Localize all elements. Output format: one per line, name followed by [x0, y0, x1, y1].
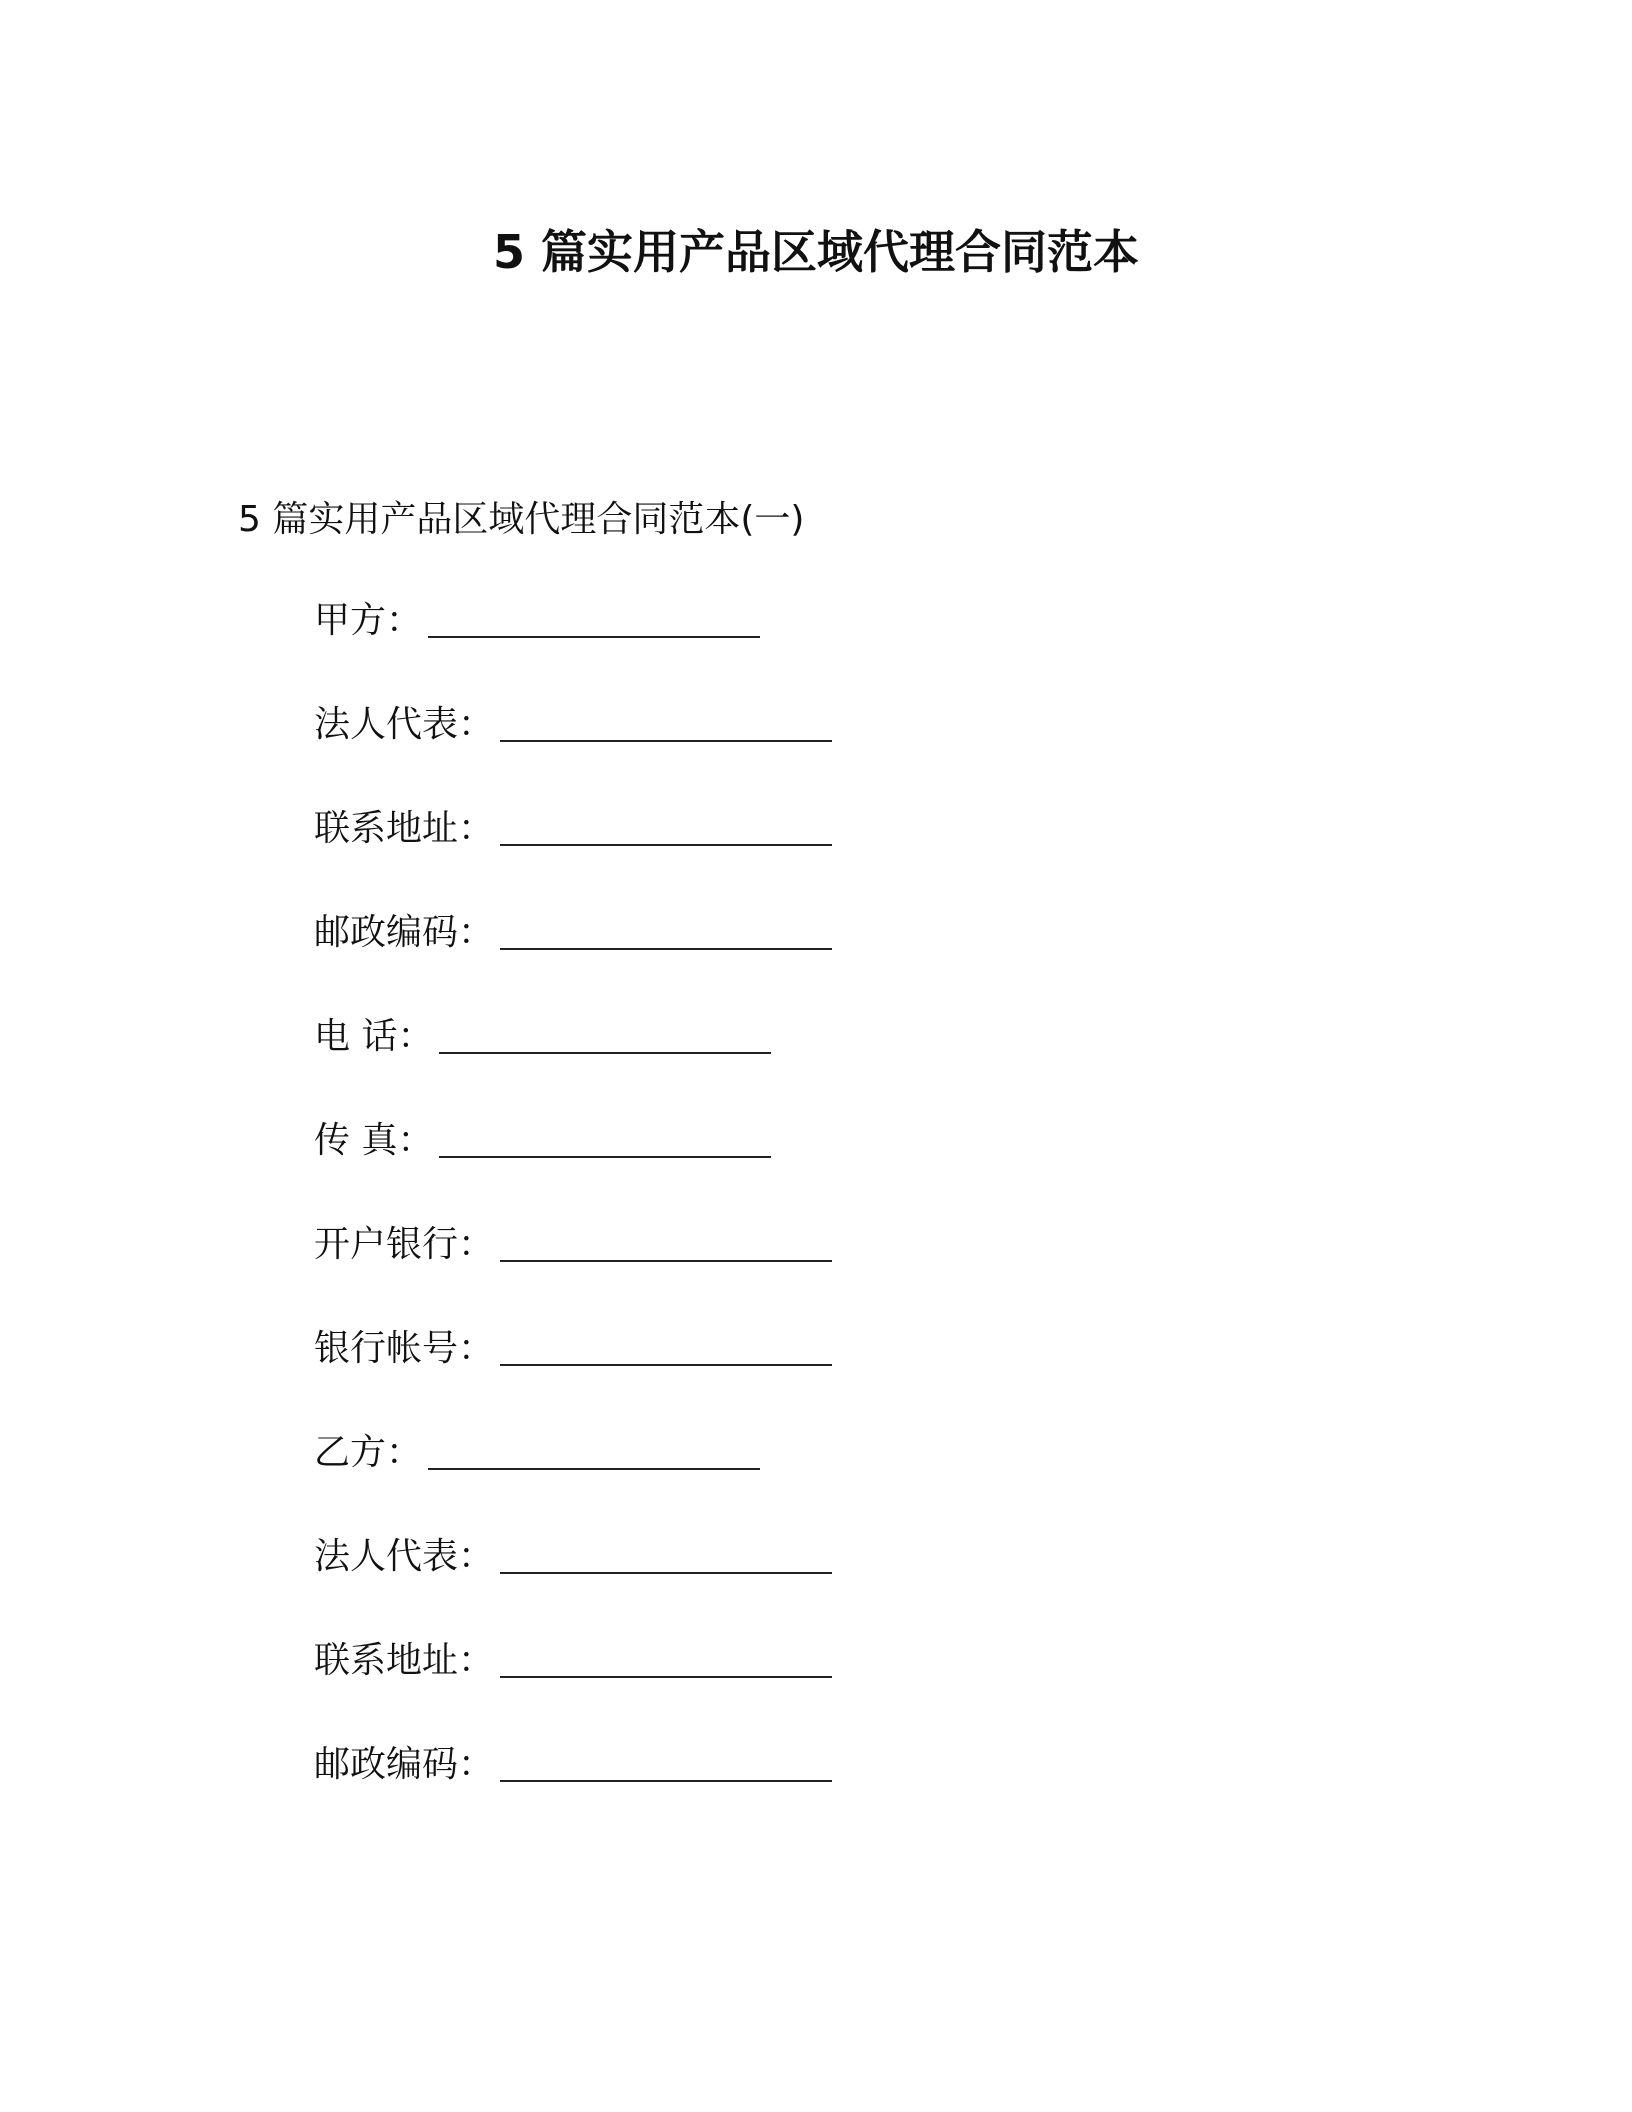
fill-in-blank [428, 1428, 760, 1470]
field-row-postcode-b [314, 1740, 832, 1844]
field-row-account-a [314, 1324, 832, 1428]
fill-in-blank [500, 1220, 832, 1262]
field-row-address-b [314, 1636, 832, 1740]
field-row-postcode-a [314, 908, 832, 1012]
field-label: 邮政编码： [314, 912, 495, 953]
field-label: 邮政编码： [314, 1744, 495, 1785]
field-label: 传 真： [314, 1120, 434, 1161]
field-row-legal-rep-a [314, 700, 832, 804]
fill-in-blank [439, 1116, 771, 1158]
fill-in-blank [500, 1324, 832, 1366]
field-row-fax-a [314, 1116, 832, 1220]
field-row-bank-a [314, 1220, 832, 1324]
field-label: 联系地址： [314, 808, 495, 849]
fill-in-blank [500, 700, 832, 742]
fill-in-blank [428, 596, 760, 638]
fill-in-blank [439, 1012, 771, 1054]
field-row-legal-rep-b [314, 1532, 832, 1636]
field-label: 法人代表： [314, 1536, 495, 1577]
field-label: 开户银行： [314, 1224, 495, 1265]
contract-field-list [314, 596, 832, 1844]
fill-in-blank [500, 908, 832, 950]
field-row-party-b [314, 1428, 832, 1532]
field-label: 电 话： [314, 1016, 434, 1057]
field-label: 乙方： [314, 1432, 423, 1473]
field-row-phone-a [314, 1012, 832, 1116]
field-row-party-a [314, 596, 832, 700]
field-row-address-a [314, 804, 832, 908]
fill-in-blank [500, 1740, 832, 1782]
fill-in-blank [500, 804, 832, 846]
field-label: 银行帐号： [314, 1328, 495, 1369]
field-label: 法人代表： [314, 704, 495, 745]
fill-in-blank [500, 1636, 832, 1678]
field-label: 联系地址： [314, 1640, 495, 1681]
document-title: 5 篇实用产品区域代理合同范本 [492, 225, 1140, 279]
field-label: 甲方： [314, 600, 423, 641]
section-heading: 5 篇实用产品区域代理合同范本(一) [238, 499, 805, 540]
fill-in-blank [500, 1532, 832, 1574]
